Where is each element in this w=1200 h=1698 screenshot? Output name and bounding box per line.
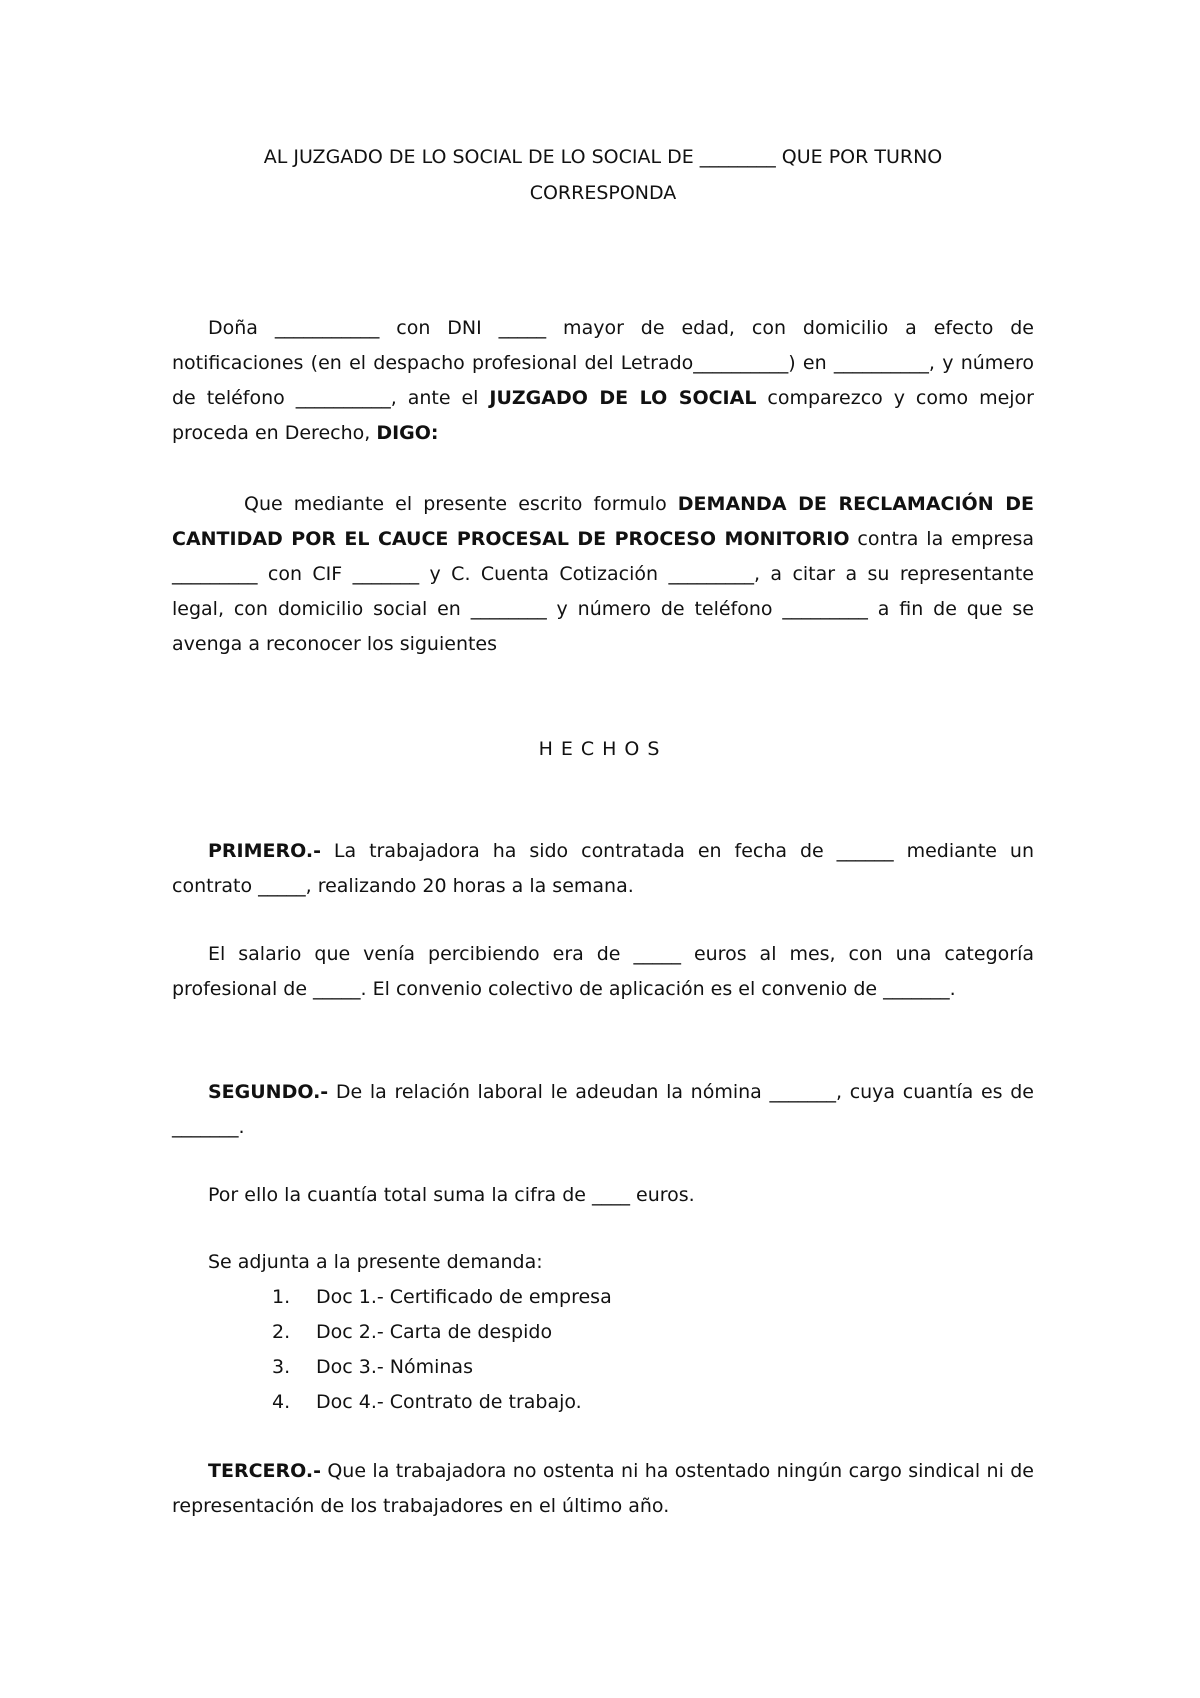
document-number: 3. xyxy=(272,1356,291,1378)
demand-text-1: Que mediante el presente escrito formulo xyxy=(244,493,678,515)
hechos-heading: HECHOS xyxy=(538,738,668,760)
document-list-item xyxy=(172,1315,1034,1350)
demand-text-2: contra la empresa _________ con CIF _______ y C. Cuenta Cotización _________, a citar a su representante legal, con domicilio social en ________ y número de teléfono _________ a fin de que se avenga a reconocer los siguientes xyxy=(172,528,1034,655)
document-text: Doc 2.- Carta de despido xyxy=(316,1321,553,1343)
cuantia-paragraph: Por ello la cuantía total suma la cifra de ____ euros. xyxy=(208,1184,695,1206)
document-title xyxy=(172,139,1034,211)
adjunta-paragraph: Se adjunta a la presente demanda: xyxy=(208,1251,543,1273)
document-text: Doc 4.- Contrato de trabajo. xyxy=(316,1391,582,1413)
document-text: Doc 1.- Certificado de empresa xyxy=(316,1286,612,1308)
tercero-paragraph xyxy=(172,1454,1034,1524)
title-line-1: AL JUZGADO DE LO SOCIAL DE LO SOCIAL DE ________ QUE POR TURNO xyxy=(263,146,943,168)
document-number: 2. xyxy=(272,1321,291,1343)
document-text: Doc 3.- Nóminas xyxy=(316,1356,473,1378)
intro-bold-1: JUZGADO DE LO SOCIAL xyxy=(489,387,757,409)
intro-text-1: Doña ___________ con DNI _____ mayor de edad, con domicilio a efecto de notificaciones (en el despacho profesional del Letrado__________) en __________, y número de teléfono __________, ante el xyxy=(172,317,1034,409)
document-number: 1. xyxy=(272,1286,291,1308)
salario-paragraph: El salario que venía percibiendo era de _____ euros al mes, con una categoría profesional de _____. El convenio colectivo de aplicación es el convenio de _______. xyxy=(172,943,1034,1000)
segundo-text: De la relación laboral le adeudan la nómina _______, cuya cuantía es de _______. xyxy=(172,1081,1034,1138)
segundo-paragraph xyxy=(172,1075,1034,1145)
document-list-item xyxy=(172,1385,1034,1420)
document-list-item xyxy=(172,1350,1034,1385)
tercero-label: TERCERO.- xyxy=(208,1460,321,1482)
title-line-2: CORRESPONDA xyxy=(529,182,677,204)
demand-paragraph xyxy=(172,487,1034,662)
tercero-text: Que la trabajadora no ostenta ni ha ostentado ningún cargo sindical ni de representación de los trabajadores en el último año. xyxy=(172,1460,1034,1517)
document-number: 4. xyxy=(272,1391,291,1413)
intro-text-2: comparezco y como mejor proceda en Derecho, xyxy=(172,387,1034,444)
intro-paragraph xyxy=(172,311,1034,451)
segundo-label: SEGUNDO.- xyxy=(208,1081,329,1103)
intro-bold-2: DIGO: xyxy=(376,422,439,444)
document-list-item xyxy=(172,1280,1034,1315)
primero-label: PRIMERO.- xyxy=(208,840,321,862)
primero-paragraph xyxy=(172,834,1034,904)
documents-list xyxy=(172,1280,1034,1420)
primero-text: La trabajadora ha sido contratada en fecha de ______ mediante un contrato _____, realizando 20 horas a la semana. xyxy=(172,840,1034,897)
demand-bold-1: DEMANDA DE RECLAMACIÓN DE CANTIDAD POR EL CAUCE PROCESAL DE PROCESO MONITORIO xyxy=(172,493,1034,550)
